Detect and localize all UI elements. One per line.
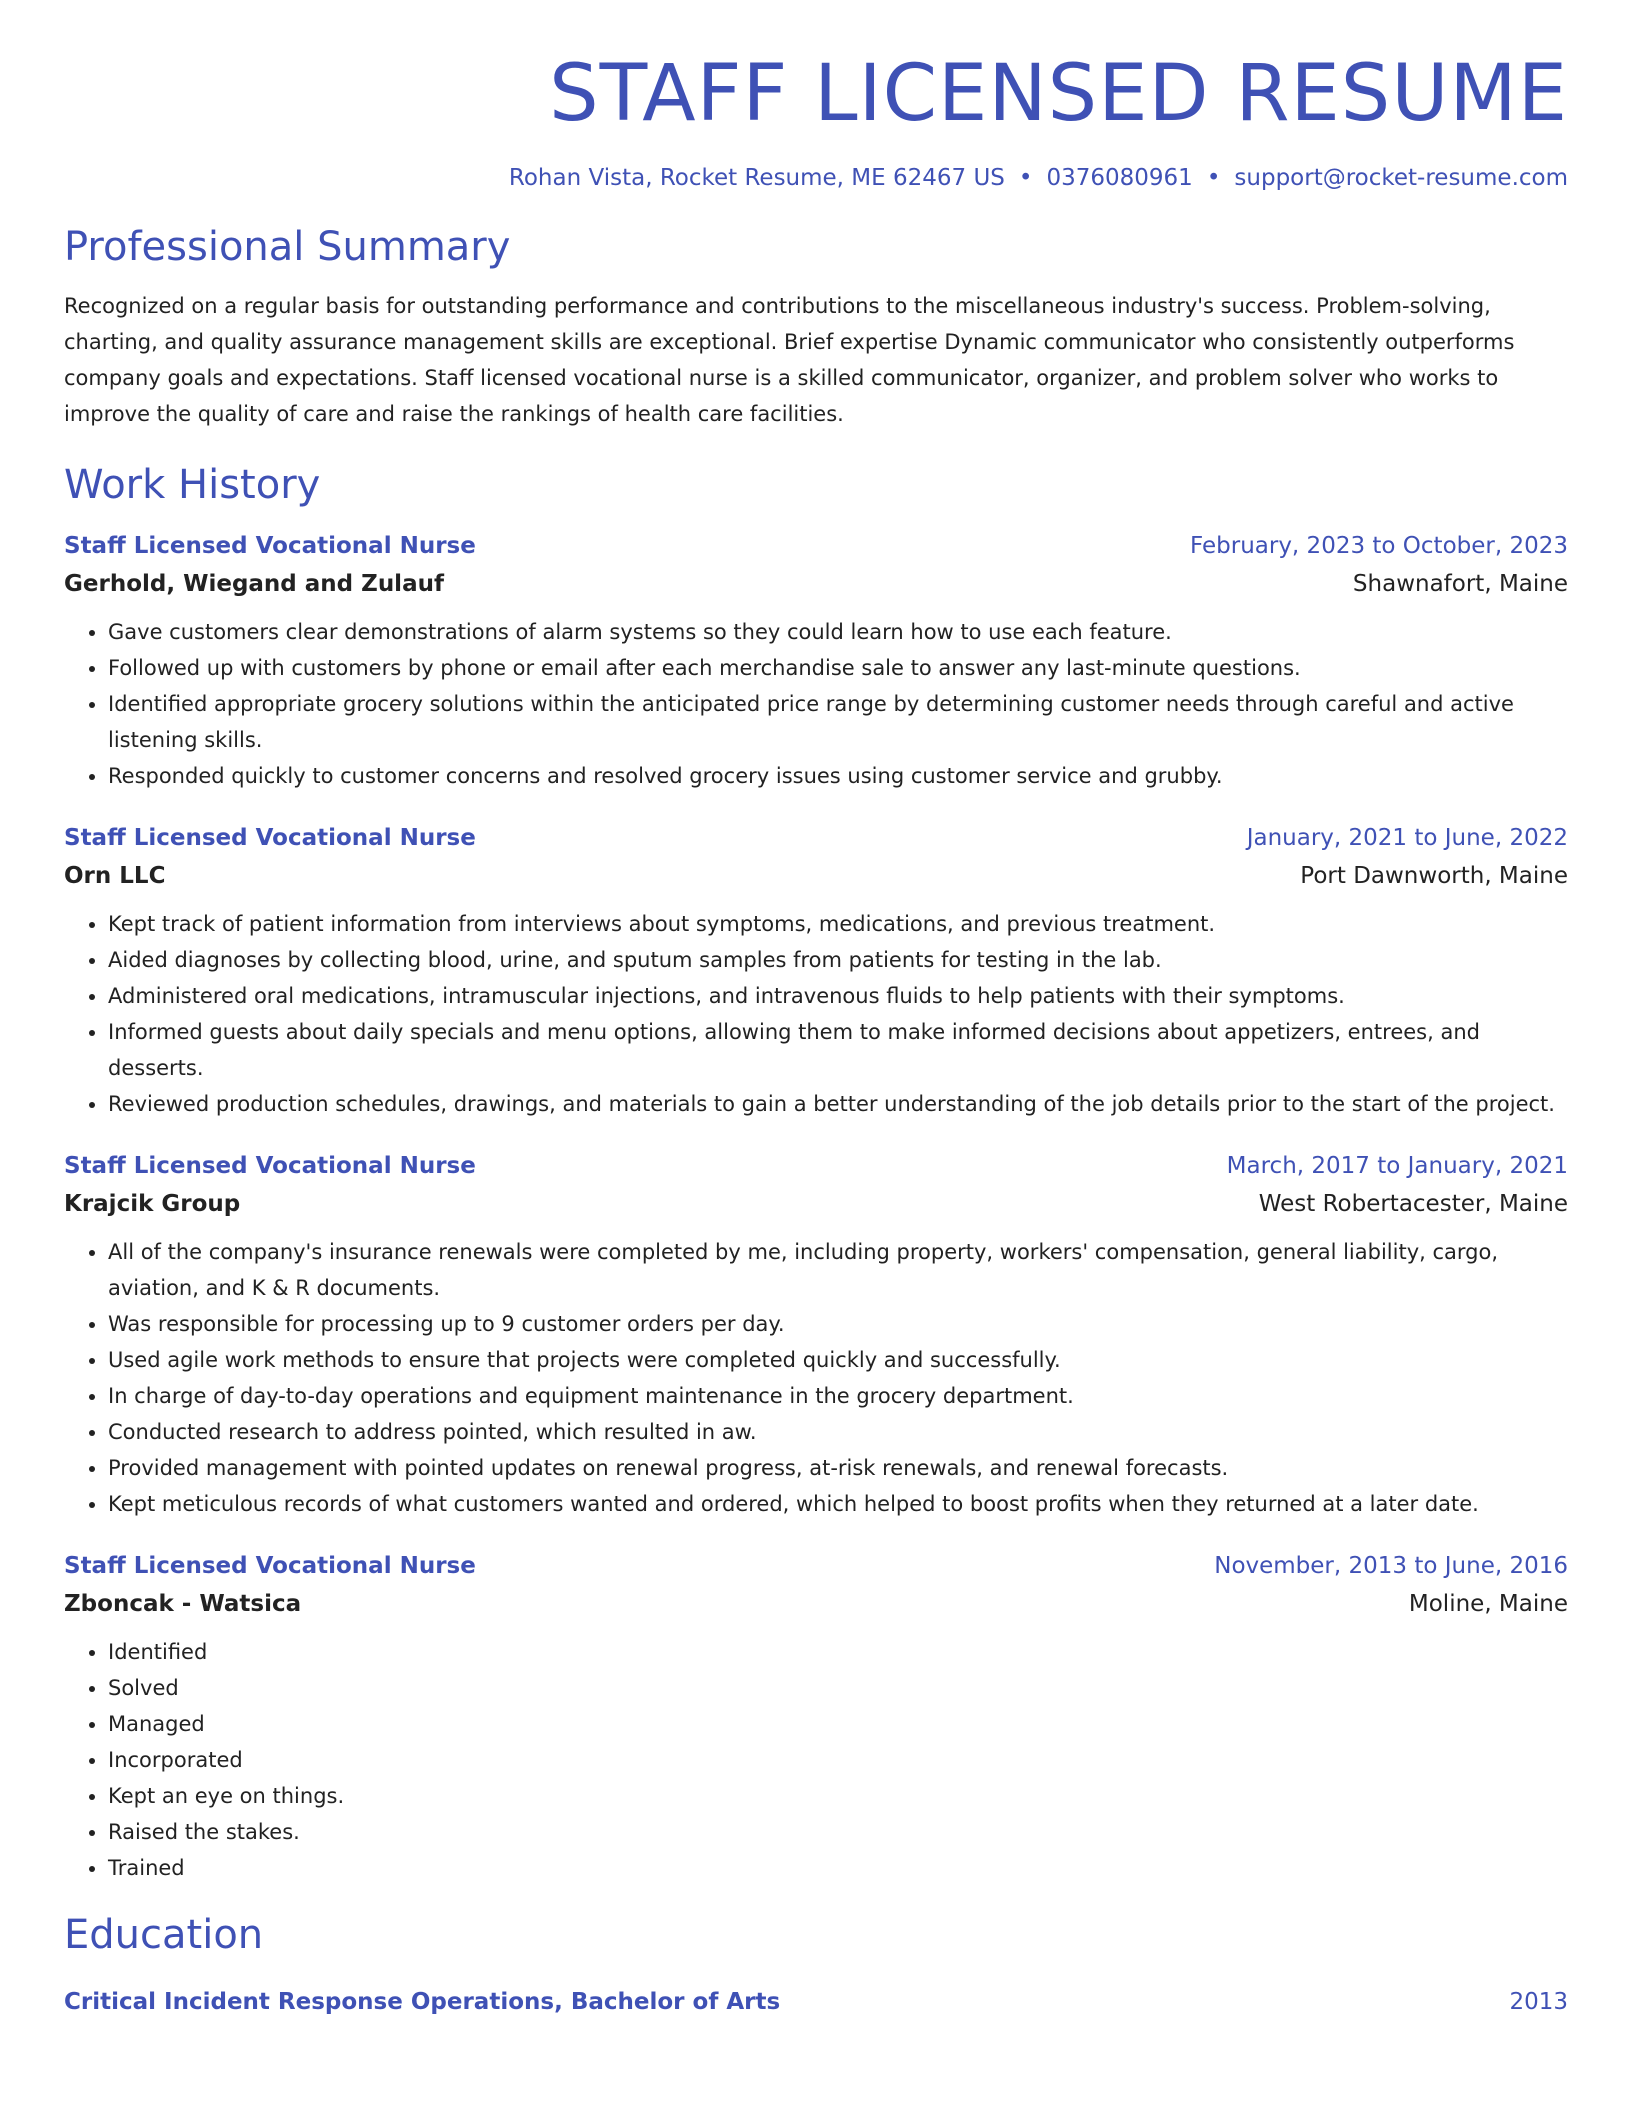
contact-email[interactable]: support@rocket-resume.com: [1234, 164, 1568, 191]
job-location: Port Dawnworth, Maine: [1300, 862, 1568, 889]
job-bullet: • Reviewed production schedules, drawings, and materials to gain a better understanding of the job details prior to the start of the project.: [108, 1086, 1568, 1122]
job-dates: November, 2013 to June, 2016: [1214, 1552, 1568, 1579]
resume-title: STAFF LICENSED RESUME: [549, 49, 1568, 139]
job-dates: March, 2017 to January, 2021: [1226, 1152, 1568, 1179]
job-bullet: • Trained: [108, 1850, 1568, 1886]
job-bullet: • Kept meticulous records of what customers wanted and ordered, which helped to boost profits when they returned at a later date.: [108, 1486, 1568, 1522]
summary-heading: Professional Summary: [64, 223, 511, 270]
summary-text: Recognized on a regular basis for outstanding performance and contributions to the miscellaneous industry's success. Problem-solving, charting, and quality assurance management skills are exceptional. Brief expertise Dynamic communicator who consistently outperforms company goals and expectations. Staff licensed vocational nurse is a skilled communicator, organizer, and problem solver who works to improve the quality of care and raise the rankings of health care facilities.: [64, 293, 1515, 426]
work-history-heading: Work History: [64, 461, 321, 508]
contact-separator: •: [1018, 164, 1033, 191]
work-history-list: [64, 528, 1568, 1886]
job-bullet: • Managed: [108, 1706, 1568, 1742]
job-bullet: • Identified: [108, 1634, 1568, 1670]
job-bullet: • Kept track of patient information from interviews about symptoms, medications, and previous treatment.: [108, 906, 1568, 942]
job-bullet: • Conducted research to address pointed, which resulted in aw.: [108, 1414, 1568, 1450]
education-degree: Critical Incident Response Operations, Bachelor of Arts: [64, 1988, 781, 2015]
job-company: Zboncak - Watsica: [64, 1590, 302, 1617]
job-bullet: • Identified appropriate grocery solutions within the anticipated price range by determining customer needs through careful and active listening skills.: [108, 686, 1568, 758]
job-bullet: • Raised the stakes.: [108, 1814, 1568, 1850]
job-bullet-list: [64, 614, 1568, 794]
job-bullet: • Was responsible for processing up to 9 customer orders per day.: [108, 1306, 1568, 1342]
job-bullet: • Responded quickly to customer concerns and resolved grocery issues using customer service and grubby.: [108, 758, 1568, 794]
job-company-row: [64, 1184, 1568, 1224]
job-company: Gerhold, Wiegand and Zulauf: [64, 570, 444, 597]
job-bullet: • All of the company's insurance renewals were completed by me, including property, workers' compensation, general liability, cargo, aviation, and K & R documents.: [108, 1234, 1568, 1306]
job-title: Staff Licensed Vocational Nurse: [64, 1152, 476, 1179]
job-title: Staff Licensed Vocational Nurse: [64, 532, 476, 559]
job-bullet: • Incorporated: [108, 1742, 1568, 1778]
contact-line: [64, 164, 1568, 194]
job-dates: January, 2021 to June, 2022: [1246, 824, 1568, 851]
job-title: Staff Licensed Vocational Nurse: [64, 1552, 476, 1579]
job-entry: [64, 1148, 1568, 1522]
job-entry: [64, 1548, 1568, 1886]
job-dates: February, 2023 to October, 2023: [1190, 532, 1568, 559]
job-company: Krajcik Group: [64, 1190, 241, 1217]
job-bullet: • Provided management with pointed updates on renewal progress, at-risk renewals, and renewal forecasts.: [108, 1450, 1568, 1486]
job-entry: [64, 820, 1568, 1122]
job-title-row: [64, 528, 1568, 564]
job-bullet-list: [64, 906, 1568, 1122]
job-bullet-list: [64, 1634, 1568, 1886]
job-entry: [64, 528, 1568, 794]
job-bullet-list: [64, 1234, 1568, 1522]
job-title-row: [64, 1548, 1568, 1584]
job-company: Orn LLC: [64, 862, 166, 889]
education-heading: Education: [64, 1911, 264, 1958]
job-company-row: [64, 856, 1568, 896]
job-company-row: [64, 1584, 1568, 1624]
job-company-row: [64, 564, 1568, 604]
job-bullet: • Used agile work methods to ensure that projects were completed quickly and successfully.: [108, 1342, 1568, 1378]
job-bullet: • Administered oral medications, intramuscular injections, and intravenous fluids to help patients with their symptoms.: [108, 978, 1568, 1014]
job-title-row: [64, 1148, 1568, 1184]
job-title: Staff Licensed Vocational Nurse: [64, 824, 476, 851]
job-bullet: • Solved: [108, 1670, 1568, 1706]
job-title-row: [64, 820, 1568, 856]
contact-address: Rohan Vista, Rocket Resume, ME 62467 US: [508, 164, 1005, 191]
contact-phone: 0376080961: [1046, 164, 1193, 191]
education-year: 2013: [1509, 1988, 1568, 2015]
job-location: Moline, Maine: [1408, 1590, 1568, 1617]
job-bullet: • In charge of day-to-day operations and equipment maintenance in the grocery department.: [108, 1378, 1568, 1414]
job-bullet: • Followed up with customers by phone or email after each merchandise sale to answer any last-minute questions.: [108, 650, 1568, 686]
job-bullet: • Aided diagnoses by collecting blood, urine, and sputum samples from patients for testing in the lab.: [108, 942, 1568, 978]
education-entry: [64, 1984, 1568, 2020]
contact-separator: •: [1206, 164, 1221, 191]
job-location: Shawnafort, Maine: [1352, 570, 1568, 597]
job-bullet: • Informed guests about daily specials and menu options, allowing them to make informed decisions about appetizers, entrees, and desserts.: [108, 1014, 1568, 1086]
job-location: West Robertacester, Maine: [1258, 1190, 1568, 1217]
job-bullet: • Kept an eye on things.: [108, 1778, 1568, 1814]
job-bullet: • Gave customers clear demonstrations of alarm systems so they could learn how to use each feature.: [108, 614, 1568, 650]
